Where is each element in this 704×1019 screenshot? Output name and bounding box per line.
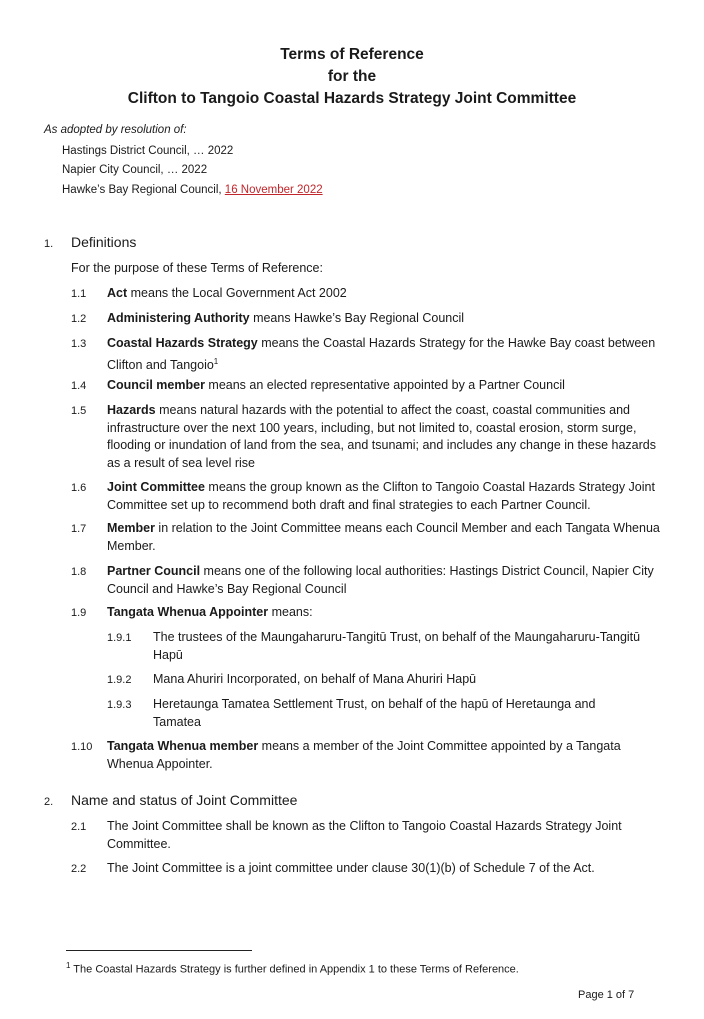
council-hbrc-name: Hawke’s Bay Regional Council, <box>62 184 225 196</box>
definition-text: means Hawke’s Bay Regional Council <box>249 311 465 325</box>
defined-term: Hazards <box>107 403 156 417</box>
sub-item-number: 1.9.2 <box>107 674 132 686</box>
sub-item-text: Mana Ahuriri Incorporated, on behalf of Mana Ahuriri Hapū <box>153 672 477 686</box>
defined-term: Joint Committee <box>107 480 205 494</box>
item-number: 1.1 <box>71 288 87 300</box>
item-text <box>107 479 663 514</box>
definition-text: means natural hazards with the potential to affect the coast, coastal communities and infrastructure over the next 100 years, including, but not limited to, coastal erosion, storm surge, flooding or inundation of land from the sea, and tsunami; and includes any change in these hazards as a result of sea level rise <box>107 403 656 470</box>
item-text <box>107 520 663 555</box>
defined-term: Act <box>107 286 128 300</box>
definition-text: means the Coastal Hazards Strategy for the Hawke Bay coast between Clifton and Tangoio <box>107 336 656 372</box>
doc-title-line-2: for the <box>327 68 377 85</box>
council-hdc: Hastings District Council, … 2022 <box>62 145 234 157</box>
footnote-text: The Coastal Hazards Strategy is further defined in Appendix 1 to these Terms of Reference. <box>70 963 519 976</box>
item-text <box>107 402 663 472</box>
definition-text: means a member of the Joint Committee appointed by a Tangata Whenua Appointer. <box>107 739 621 771</box>
item-number: 2.1 <box>71 821 87 833</box>
item-text <box>107 738 663 773</box>
definition-text: means the group known as the Clifton to Tangoio Coastal Hazards Strategy Joint Committee set up to recommend both draft and final strategies to each Partner Council. <box>107 480 655 512</box>
defined-term: Tangata Whenua member <box>107 739 259 753</box>
item-number: 1.9 <box>71 607 87 619</box>
sub-item-number: 1.9.1 <box>107 632 132 644</box>
sub-item-text: Heretaunga Tamatea Settlement Trust, on behalf of the hapū of Heretaunga and Tamatea <box>153 697 596 729</box>
item-text <box>107 604 663 622</box>
item-text <box>107 310 663 328</box>
footnote-reference[interactable]: 1 <box>213 356 219 366</box>
definition-text: means: <box>268 605 313 619</box>
item-number: 1.4 <box>71 380 87 392</box>
section-1-title: Definitions <box>71 234 137 250</box>
footnote <box>66 961 519 976</box>
item-number: 1.5 <box>71 405 87 417</box>
item-text <box>107 335 663 374</box>
definition-text: means the Local Government Act 2002 <box>127 286 347 300</box>
council-hbrc <box>62 184 323 196</box>
page-number: Page 1 of 7 <box>578 989 635 1001</box>
item-number: 1.7 <box>71 523 87 535</box>
section-1-intro: For the purpose of these Terms of Reference: <box>71 261 323 275</box>
section-1-number: 1. <box>44 238 54 250</box>
item-number: 1.3 <box>71 338 87 350</box>
item-text: The Joint Committee shall be known as the Clifton to Tangoio Coastal Hazards Strategy Joint Committee. <box>107 819 622 851</box>
section-2-title: Name and status of Joint Committee <box>71 792 298 808</box>
item-text <box>107 285 663 303</box>
doc-title-line-1: Terms of Reference <box>280 46 424 63</box>
adoption-label: As adopted by resolution of: <box>44 124 187 136</box>
item-number: 1.6 <box>71 482 87 494</box>
sub-item-text: The trustees of the Maungaharuru-Tangitū Trust, on behalf of the Maungaharuru-Tangitū Hapū <box>153 630 641 662</box>
footnote-separator <box>66 950 252 951</box>
definition-text: in relation to the Joint Committee means each Council Member and each Tangata Whenua Member. <box>107 521 660 553</box>
footnote-mark: 1 <box>66 961 71 970</box>
item-number: 2.2 <box>71 863 87 875</box>
defined-term: Partner Council <box>107 564 201 578</box>
item-text <box>107 377 663 395</box>
definition-text: means one of the following local authorities: Hastings District Council, Napier City Council and Hawke’s Bay Regional Council <box>107 564 654 596</box>
defined-term: Member <box>107 521 155 535</box>
sub-item-number: 1.9.3 <box>107 699 132 711</box>
definition-text: means an elected representative appointed by a Partner Council <box>204 378 565 392</box>
item-text <box>107 563 663 598</box>
item-number: 1.8 <box>71 566 87 578</box>
defined-term: Administering Authority <box>107 311 250 325</box>
item-number: 1.10 <box>71 741 93 753</box>
defined-term: Coastal Hazards Strategy <box>107 336 258 350</box>
item-text: The Joint Committee is a joint committee under clause 30(1)(b) of Schedule 7 of the Act. <box>107 861 595 875</box>
defined-term: Council member <box>107 378 205 392</box>
defined-term: Tangata Whenua Appointer <box>107 605 269 619</box>
item-number: 1.2 <box>71 313 87 325</box>
doc-title-line-3: Clifton to Tangoio Coastal Hazards Strategy Joint Committee <box>127 90 577 107</box>
hbrc-adoption-date: 16 November 2022 <box>224 184 323 196</box>
council-ncc: Napier City Council, … 2022 <box>62 164 208 176</box>
section-2-number: 2. <box>44 796 54 808</box>
